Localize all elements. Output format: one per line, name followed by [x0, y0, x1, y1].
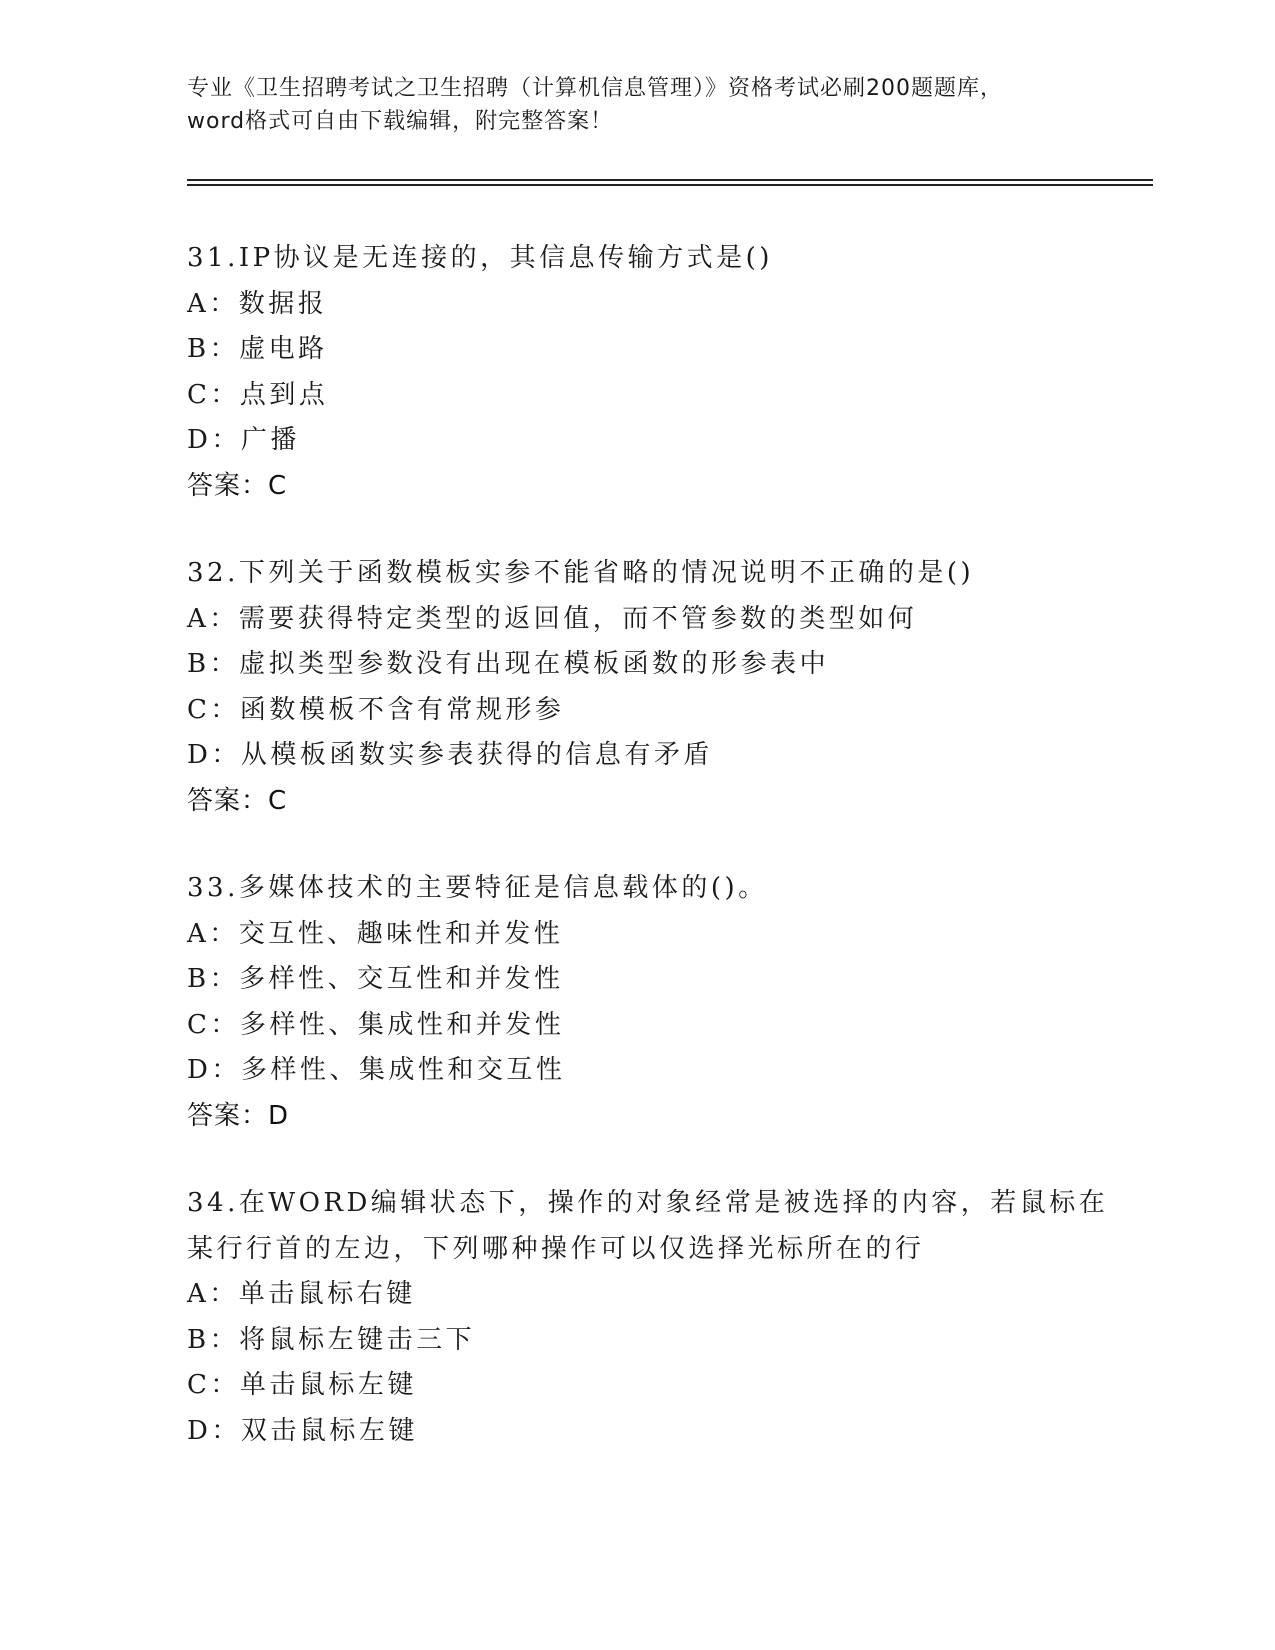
answer-text: 答案：C [187, 785, 288, 816]
question-text: 31.IP协议是无连接的，其信息传输方式是() [187, 243, 773, 273]
question-text-line-2: 某行行首的左边，下列哪种操作可以仅选择光标所在的行 [187, 1233, 925, 1264]
question-32 [187, 551, 1087, 824]
option-d: D：从模板函数实参表获得的信息有矛盾 [187, 740, 713, 770]
question-text: 33.多媒体技术的主要特征是信息载体的()。 [187, 873, 768, 903]
option-d: D：双击鼠标左键 [187, 1415, 418, 1446]
option-d: D：广播 [187, 425, 300, 455]
option-c: C：多样性、集成性和并发性 [187, 1009, 565, 1040]
option-a: A：单击鼠标右键 [187, 1279, 416, 1309]
option-c: C：函数模板不含有常规形参 [187, 694, 565, 725]
option-b: B：虚电路 [187, 334, 328, 364]
question-31 [187, 236, 1087, 509]
option-c: C：点到点 [187, 379, 329, 410]
question-33 [187, 866, 1087, 1139]
question-34 [187, 1181, 1109, 1454]
option-b: B：多样性、交互性和并发性 [187, 964, 564, 994]
question-list [187, 236, 1109, 1496]
answer-text: 答案：D [187, 1100, 290, 1131]
option-d: D：多样性、集成性和交互性 [187, 1055, 566, 1085]
document-header [187, 72, 1107, 138]
question-text-line-1: 34.在WORD编辑状态下，操作的对象经常是被选择的内容，若鼠标在 [187, 1188, 1109, 1218]
option-a: A：需要获得特定类型的返回值，而不管参数的类型如何 [187, 603, 918, 634]
header-line-1: 专业《卫生招聘考试之卫生招聘（计算机信息管理）》资格考试必刷200题题库， [187, 76, 1003, 101]
question-text: 32.下列关于函数模板实参不能省略的情况说明不正确的是() [187, 558, 975, 588]
option-b: B：虚拟类型参数没有出现在模板函数的形参表中 [187, 649, 830, 679]
header-divider-top [187, 179, 1153, 181]
answer-text: 答案：C [187, 470, 288, 501]
option-b: B：将鼠标左键击三下 [187, 1324, 476, 1355]
option-c: C：单击鼠标左键 [187, 1370, 417, 1400]
header-line-2: word格式可自由下载编辑，附完整答案！ [187, 109, 614, 134]
option-a: A：交互性、趣味性和并发性 [187, 918, 564, 949]
option-a: A：数据报 [187, 288, 328, 319]
header-divider-bottom [187, 184, 1153, 186]
